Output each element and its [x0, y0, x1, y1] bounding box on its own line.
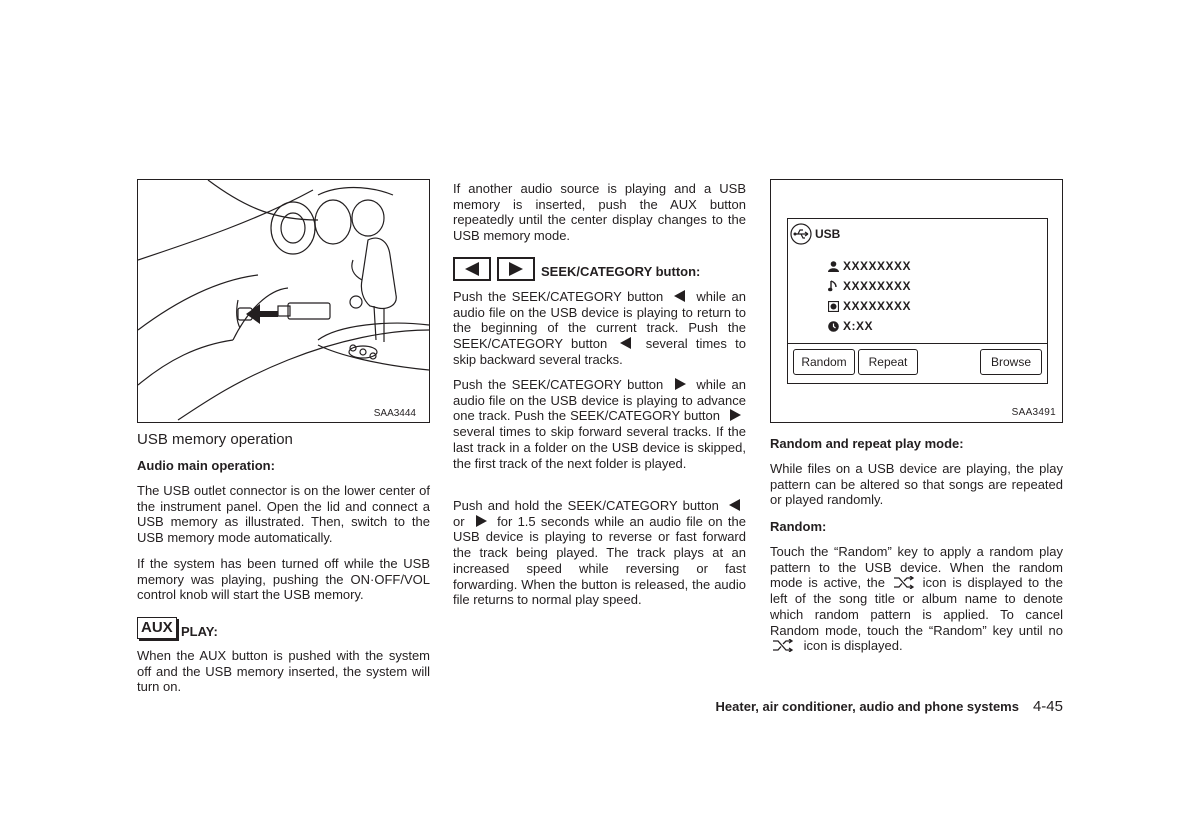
aux-paragraph: When the AUX button is pushed with the system off and the USB memory inserted, the system will turn on. — [137, 648, 430, 695]
music-note-icon — [828, 280, 839, 292]
seek-hold-text-a: Push and hold the SEEK/CATEGORY button — [453, 498, 719, 513]
seek-hold-paragraph — [453, 498, 746, 608]
seek-forward-text-b: while an audio file on the USB device is playing to advance one track. Push the SEEK/CATEGORY button — [453, 377, 746, 424]
usb-outlet-illustration — [137, 179, 430, 423]
artist-row — [828, 259, 911, 273]
random-text-c: icon is displayed. — [803, 638, 903, 654]
repeat-button[interactable]: Repeat — [858, 349, 918, 375]
footer-section-title: Heater, air conditioner, audio and phone systems — [715, 699, 1019, 714]
shuffle-icon — [893, 576, 915, 589]
usb-outlet-drawing — [138, 180, 429, 422]
seek-forward-paragraph — [453, 377, 746, 471]
usb-resume-paragraph: If the system has been turned off while the USB memory was playing, pushing the ON·OFF/VOL control knob will start the USB memory. — [137, 556, 430, 603]
seek-forward-button-icon — [497, 257, 535, 281]
seek-back-text-c: several times to skip backward several tracks. — [453, 336, 746, 367]
random-text-a: Touch the “Random” key to apply a random play pattern to the USB device. When the random mode is active, the — [770, 544, 1063, 591]
usb-source-row — [790, 223, 840, 245]
seek-back-icon — [673, 290, 687, 302]
aux-switch-paragraph: If another audio source is playing and a USB memory is inserted, push the AUX button repeatedly until the center display changes to the USB memory mode. — [453, 181, 746, 244]
random-repeat-heading: Random and repeat play mode: — [770, 436, 964, 451]
seek-back-icon — [619, 337, 633, 349]
seek-hold-text-b: for 1.5 seconds while an audio file on the USB device is playing to reverse or fast forward the track being played. The track plays at an increased speed while reversing or fast forwarding. When the button is released, the audio file returns to normal play speed. — [453, 513, 746, 608]
section-title: USB memory operation — [137, 431, 293, 448]
audio-main-heading: Audio main operation: — [137, 458, 275, 473]
time-value: X:XX — [843, 319, 874, 333]
aux-play-heading: PLAY: — [181, 624, 218, 639]
seek-back-button-icon — [453, 257, 491, 281]
figure-code-2: SAA3491 — [1011, 407, 1056, 418]
browse-button[interactable]: Browse — [980, 349, 1042, 375]
page-footer — [716, 698, 1063, 715]
play-mode-paragraph: While files on a USB device are playing, the play pattern can be altered so that songs are repeated or played randomly. — [770, 461, 1063, 508]
random-button[interactable]: Random — [793, 349, 855, 375]
artist-icon — [828, 261, 839, 272]
seek-forward-icon — [673, 378, 687, 390]
album-value: XXXXXXXX — [843, 299, 912, 313]
seek-forward-text-c: several times to skip forward several tracks. If the last track in a folder on the USB device is skipped, the first track of the next folder is played. — [453, 424, 746, 471]
usb-connect-paragraph: The USB outlet connector is on the lower center of the instrument panel. Open the lid and connect a USB memory as illustrated. Then, switch to the USB memory mode automatically. — [137, 483, 430, 546]
clock-icon — [828, 321, 839, 332]
artist-value: XXXXXXXX — [843, 259, 912, 273]
seek-category-heading: SEEK/CATEGORY button: — [541, 264, 701, 279]
seek-forward-icon — [728, 409, 742, 421]
usb-screen-illustration — [770, 179, 1063, 423]
song-value: XXXXXXXX — [843, 279, 912, 293]
seek-forward-icon — [474, 515, 488, 527]
seek-back-text-a: Push the SEEK/CATEGORY button — [453, 289, 664, 304]
shuffle-icon — [772, 639, 798, 652]
usb-icon — [790, 223, 812, 245]
random-heading: Random: — [770, 519, 827, 534]
screen-button-bar — [788, 343, 1047, 344]
figure-code-1: SAA3444 — [373, 408, 416, 419]
seek-forward-text-a: Push the SEEK/CATEGORY button — [453, 377, 664, 392]
screen-frame — [787, 218, 1048, 384]
song-row — [828, 279, 911, 293]
usb-source-label: USB — [815, 227, 841, 241]
random-text-b: icon is displayed to the left of the song title or album name to denote which random pattern is applied. To cancel Random mode, touch the “Random” key until no — [770, 575, 1063, 638]
seek-back-text-b: while an audio file on the USB device is playing to return to the beginning of the current track. Push the SEEK/CATEGORY button — [453, 289, 746, 352]
album-icon — [828, 301, 839, 312]
time-row — [828, 319, 873, 333]
seek-back-icon — [728, 499, 742, 511]
page-number: 4-45 — [1032, 698, 1063, 715]
aux-button-icon: AUX — [137, 617, 177, 639]
album-row — [828, 299, 911, 313]
seek-hold-or: or — [453, 513, 465, 529]
random-paragraph — [770, 544, 1063, 654]
seek-back-paragraph — [453, 289, 746, 368]
